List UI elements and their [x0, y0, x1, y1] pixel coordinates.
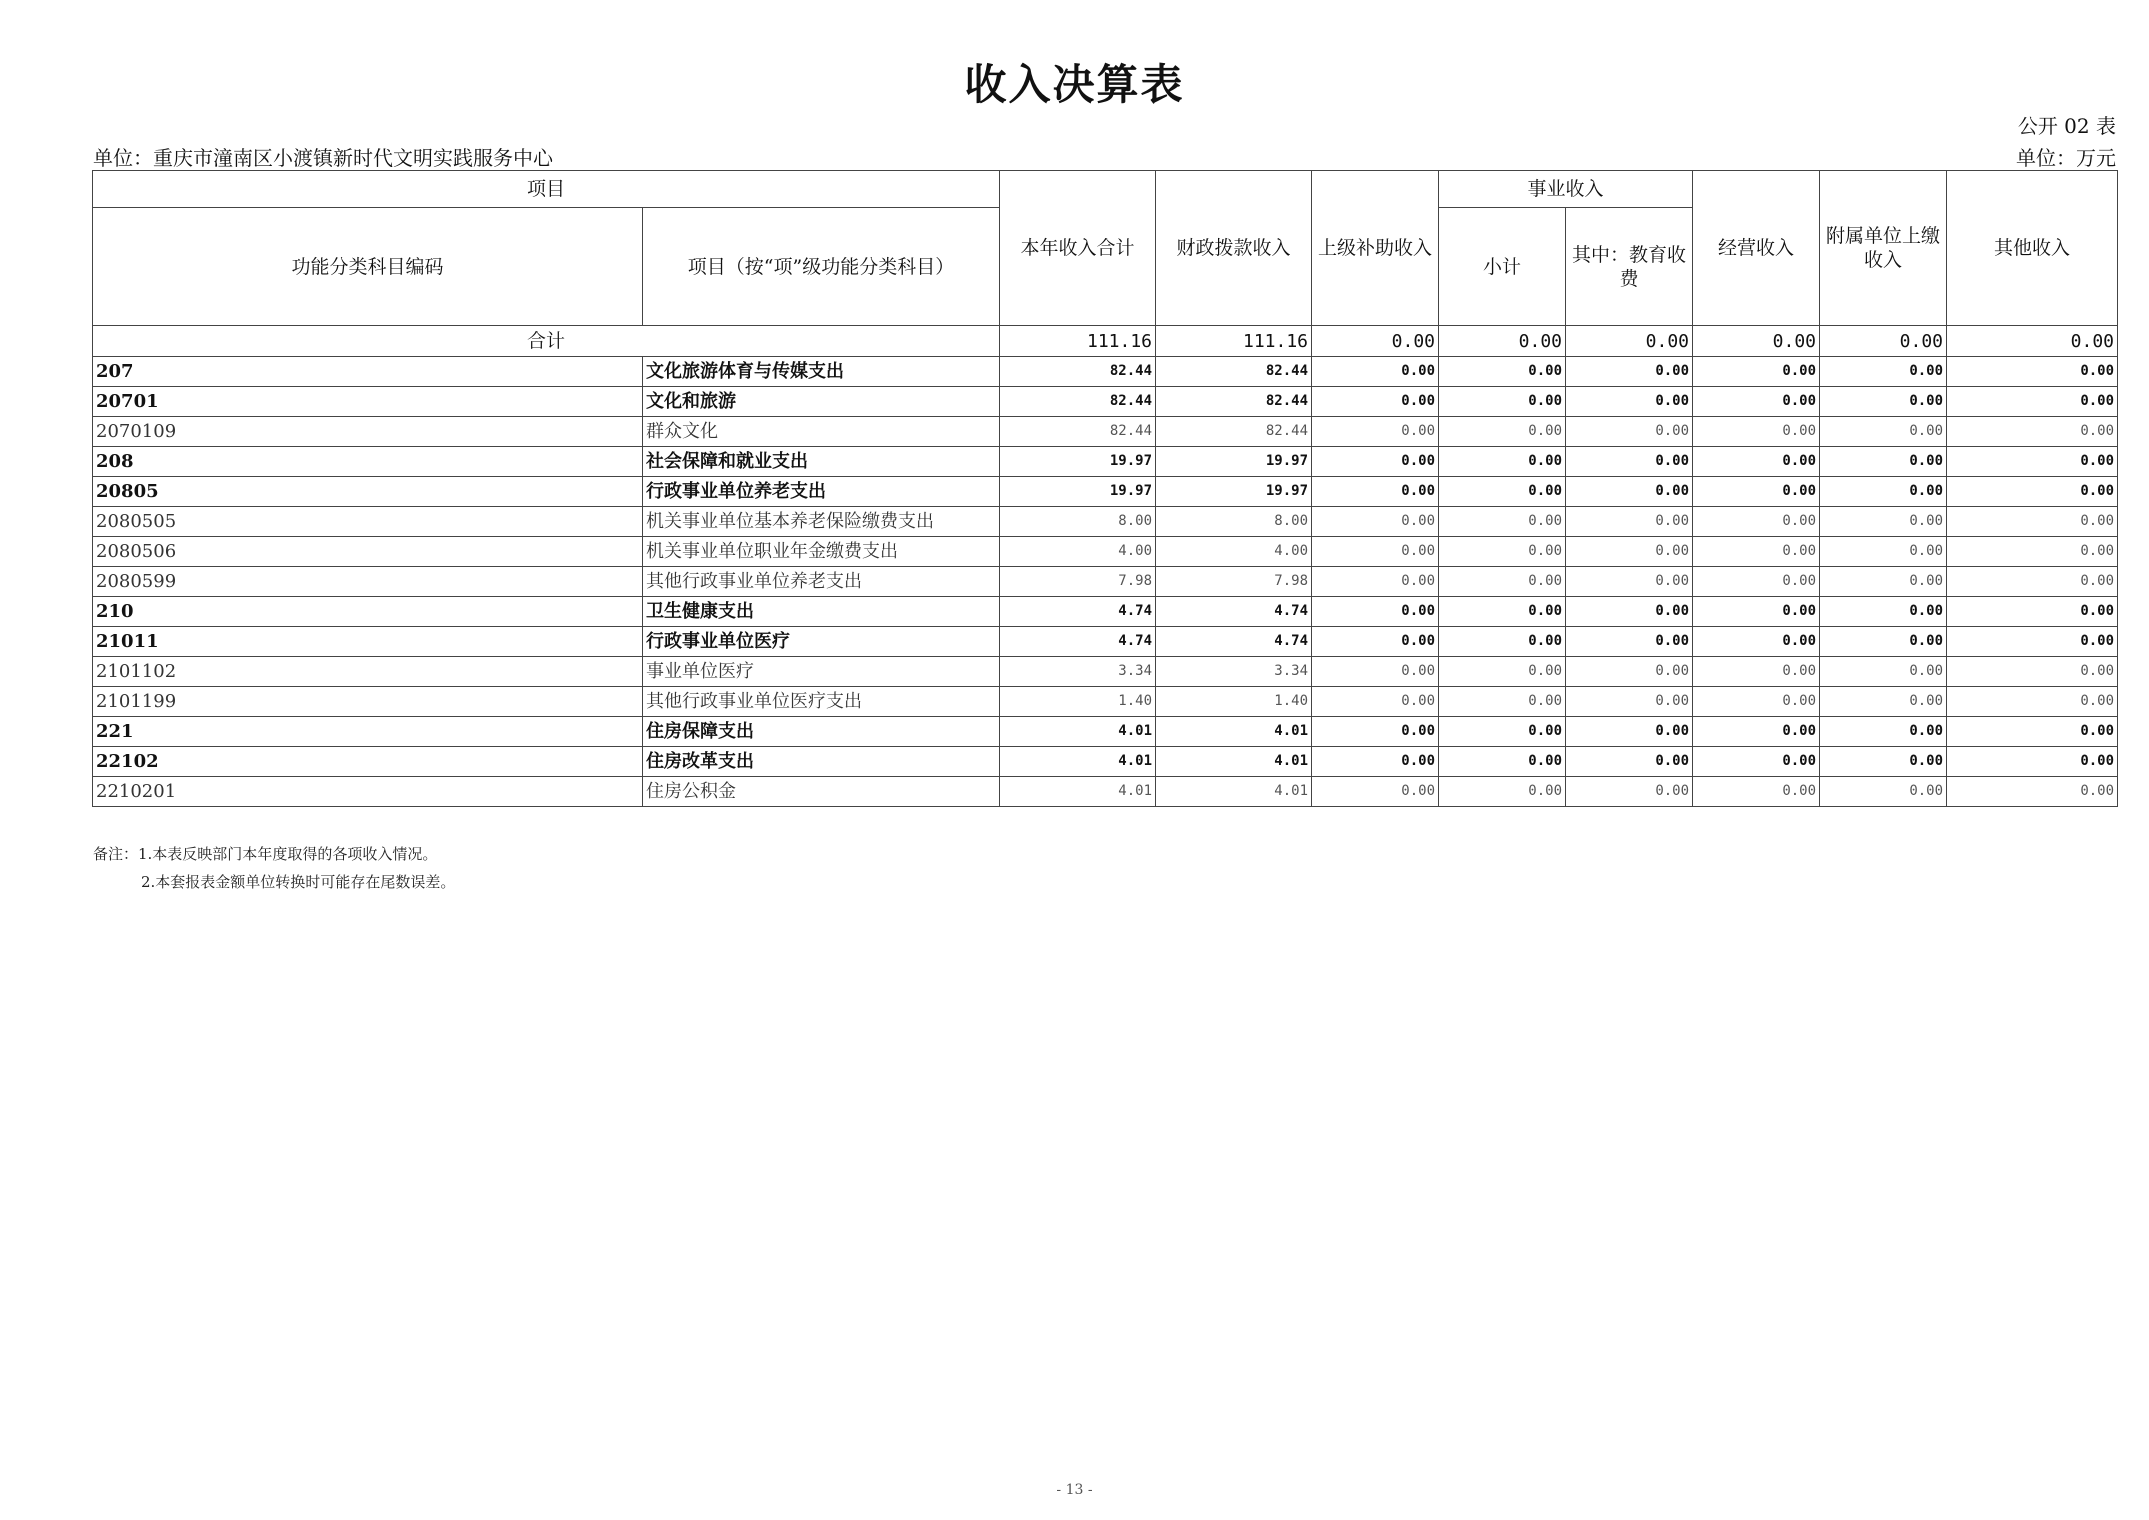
amount-cell: 0.00 — [1439, 777, 1566, 807]
amount-cell: 0.00 — [1312, 537, 1439, 567]
amount-cell: 0.00 — [1947, 747, 2118, 777]
amount-cell: 0.00 — [1312, 507, 1439, 537]
function-name-cell: 文化旅游体育与传媒支出 — [643, 357, 1000, 387]
amount-cell: 0.00 — [1693, 777, 1820, 807]
amount-cell: 0.00 — [1439, 717, 1566, 747]
header-superior-subsidy: 上级补助收入 — [1312, 171, 1439, 326]
amount-cell: 0.00 — [1439, 657, 1566, 687]
note-2: 2.本套报表金额单位转换时可能存在尾数误差。 — [141, 873, 456, 891]
total-cell: 0.00 — [1312, 326, 1439, 357]
total-cell: 111.16 — [1156, 326, 1312, 357]
table-row — [93, 417, 2118, 447]
function-code-cell: 2101199 — [93, 687, 643, 717]
function-name-cell: 其他行政事业单位医疗支出 — [643, 687, 1000, 717]
amount-cell: 0.00 — [1693, 537, 1820, 567]
amount-cell: 0.00 — [1439, 357, 1566, 387]
amount-cell: 7.98 — [1000, 567, 1156, 597]
header-business-income: 事业收入 — [1439, 171, 1693, 208]
amount-cell: 0.00 — [1947, 597, 2118, 627]
function-name-cell: 住房公积金 — [643, 777, 1000, 807]
header-function-name: 项目（按“项”级功能分类科目） — [643, 208, 1000, 326]
amount-cell: 0.00 — [1439, 387, 1566, 417]
table-row — [93, 747, 2118, 777]
amount-cell: 0.00 — [1566, 687, 1693, 717]
amount-cell: 4.74 — [1156, 597, 1312, 627]
amount-cell: 0.00 — [1312, 717, 1439, 747]
function-code-cell: 20701 — [93, 387, 643, 417]
amount-cell: 0.00 — [1566, 537, 1693, 567]
amount-cell: 0.00 — [1947, 447, 2118, 477]
amount-cell: 0.00 — [1947, 567, 2118, 597]
amount-cell: 0.00 — [1312, 627, 1439, 657]
total-cell: 0.00 — [1820, 326, 1947, 357]
table-row — [93, 777, 2118, 807]
amount-cell: 3.34 — [1000, 657, 1156, 687]
amount-cell: 0.00 — [1947, 357, 2118, 387]
amount-cell: 0.00 — [1693, 477, 1820, 507]
table-row — [93, 537, 2118, 567]
amount-cell: 0.00 — [1947, 777, 2118, 807]
header-function-code: 功能分类科目编码 — [93, 208, 643, 326]
amount-cell: 7.98 — [1156, 567, 1312, 597]
amount-cell: 4.74 — [1156, 627, 1312, 657]
amount-cell: 0.00 — [1439, 627, 1566, 657]
amount-cell: 0.00 — [1312, 357, 1439, 387]
table-row — [93, 507, 2118, 537]
amount-cell: 0.00 — [1566, 477, 1693, 507]
function-code-cell: 210 — [93, 597, 643, 627]
note-1: 备注：1.本表反映部门本年度取得的各项收入情况。 — [93, 845, 438, 863]
amount-cell: 0.00 — [1947, 507, 2118, 537]
table-row — [93, 387, 2118, 417]
amount-cell: 0.00 — [1693, 597, 1820, 627]
amount-cell: 0.00 — [1439, 747, 1566, 777]
amount-cell: 0.00 — [1439, 507, 1566, 537]
amount-cell: 0.00 — [1820, 537, 1947, 567]
amount-cell: 82.44 — [1000, 417, 1156, 447]
amount-cell: 0.00 — [1820, 657, 1947, 687]
function-name-cell: 文化和旅游 — [643, 387, 1000, 417]
amount-cell: 19.97 — [1000, 477, 1156, 507]
form-number: 公开 02 表 — [2017, 114, 2116, 138]
table-row — [93, 357, 2118, 387]
function-code-cell: 2080599 — [93, 567, 643, 597]
amount-cell: 0.00 — [1820, 357, 1947, 387]
amount-cell: 0.00 — [1947, 417, 2118, 447]
income-final-accounts-table — [92, 170, 2118, 807]
amount-cell: 0.00 — [1439, 417, 1566, 447]
amount-cell: 0.00 — [1566, 357, 1693, 387]
amount-cell: 0.00 — [1312, 687, 1439, 717]
header-subtotal: 小计 — [1439, 208, 1566, 326]
amount-cell: 0.00 — [1312, 657, 1439, 687]
amount-cell: 0.00 — [1820, 747, 1947, 777]
amount-cell: 0.00 — [1566, 777, 1693, 807]
amount-cell: 0.00 — [1693, 747, 1820, 777]
function-name-cell: 住房改革支出 — [643, 747, 1000, 777]
amount-cell: 0.00 — [1820, 447, 1947, 477]
amount-cell: 0.00 — [1947, 387, 2118, 417]
amount-cell: 0.00 — [1566, 657, 1693, 687]
amount-cell: 82.44 — [1156, 417, 1312, 447]
amount-cell: 0.00 — [1312, 747, 1439, 777]
function-name-cell: 群众文化 — [643, 417, 1000, 447]
amount-cell: 4.00 — [1156, 537, 1312, 567]
amount-cell: 19.97 — [1000, 447, 1156, 477]
amount-cell: 0.00 — [1566, 447, 1693, 477]
header-other-income: 其他收入 — [1947, 171, 2118, 326]
function-name-cell: 卫生健康支出 — [643, 597, 1000, 627]
amount-cell: 0.00 — [1947, 687, 2118, 717]
amount-cell: 0.00 — [1693, 357, 1820, 387]
function-name-cell: 其他行政事业单位养老支出 — [643, 567, 1000, 597]
amount-cell: 4.01 — [1156, 717, 1312, 747]
amount-cell: 0.00 — [1820, 687, 1947, 717]
amount-cell: 0.00 — [1439, 597, 1566, 627]
header-operating-income: 经营收入 — [1693, 171, 1820, 326]
function-name-cell: 行政事业单位医疗 — [643, 627, 1000, 657]
header-affiliated-unit-income: 附属单位上缴收入 — [1820, 171, 1947, 326]
amount-cell: 4.01 — [1156, 747, 1312, 777]
amount-cell: 0.00 — [1312, 597, 1439, 627]
amount-cell: 8.00 — [1000, 507, 1156, 537]
amount-cell: 0.00 — [1947, 537, 2118, 567]
function-code-cell: 22102 — [93, 747, 643, 777]
function-name-cell: 行政事业单位养老支出 — [643, 477, 1000, 507]
amount-cell: 0.00 — [1312, 417, 1439, 447]
amount-cell: 0.00 — [1820, 567, 1947, 597]
amount-cell: 0.00 — [1566, 627, 1693, 657]
amount-cell: 4.00 — [1000, 537, 1156, 567]
function-code-cell: 2080506 — [93, 537, 643, 567]
amount-cell: 0.00 — [1312, 477, 1439, 507]
function-code-cell: 2080505 — [93, 507, 643, 537]
amount-cell: 0.00 — [1312, 447, 1439, 477]
amount-cell: 0.00 — [1947, 627, 2118, 657]
amount-cell: 0.00 — [1947, 477, 2118, 507]
amount-cell: 0.00 — [1820, 627, 1947, 657]
amount-cell: 19.97 — [1156, 477, 1312, 507]
amount-cell: 0.00 — [1693, 447, 1820, 477]
amount-cell: 0.00 — [1693, 627, 1820, 657]
total-cell: 0.00 — [1693, 326, 1820, 357]
amount-cell: 82.44 — [1156, 357, 1312, 387]
amount-cell: 0.00 — [1439, 567, 1566, 597]
amount-cell: 0.00 — [1947, 717, 2118, 747]
table-row — [93, 597, 2118, 627]
header-fiscal-appropriation: 财政拨款收入 — [1156, 171, 1312, 326]
amount-cell: 0.00 — [1693, 417, 1820, 447]
amount-cell: 1.40 — [1000, 687, 1156, 717]
header-education-fee: 其中：教育收费 — [1566, 208, 1693, 326]
function-name-cell: 社会保障和就业支出 — [643, 447, 1000, 477]
total-cell: 0.00 — [1947, 326, 2118, 357]
report-title: 收入决算表 — [964, 60, 1185, 109]
function-name-cell: 机关事业单位基本养老保险缴费支出 — [643, 507, 1000, 537]
amount-cell: 4.74 — [1000, 627, 1156, 657]
amount-cell: 0.00 — [1820, 387, 1947, 417]
amount-cell: 0.00 — [1693, 717, 1820, 747]
amount-cell: 0.00 — [1439, 537, 1566, 567]
amount-cell: 0.00 — [1439, 447, 1566, 477]
amount-cell: 0.00 — [1566, 567, 1693, 597]
function-code-cell: 21011 — [93, 627, 643, 657]
amount-cell: 1.40 — [1156, 687, 1312, 717]
table-body — [93, 326, 2118, 807]
amount-cell: 4.01 — [1000, 717, 1156, 747]
header-project: 项目 — [93, 171, 1000, 208]
amount-cell: 0.00 — [1820, 507, 1947, 537]
total-cell: 111.16 — [1000, 326, 1156, 357]
amount-cell: 82.44 — [1156, 387, 1312, 417]
currency-unit: 单位：万元 — [2016, 146, 2116, 170]
table-row — [93, 627, 2118, 657]
table-row — [93, 447, 2118, 477]
function-code-cell: 2210201 — [93, 777, 643, 807]
amount-cell: 0.00 — [1693, 567, 1820, 597]
function-code-cell: 2101102 — [93, 657, 643, 687]
header-total-income: 本年收入合计 — [1000, 171, 1156, 326]
amount-cell: 0.00 — [1693, 387, 1820, 417]
amount-cell: 0.00 — [1566, 717, 1693, 747]
amount-cell: 0.00 — [1820, 717, 1947, 747]
amount-cell: 3.34 — [1156, 657, 1312, 687]
amount-cell: 0.00 — [1820, 477, 1947, 507]
amount-cell: 0.00 — [1312, 567, 1439, 597]
amount-cell: 0.00 — [1947, 657, 2118, 687]
amount-cell: 0.00 — [1439, 687, 1566, 717]
amount-cell: 82.44 — [1000, 387, 1156, 417]
total-row — [93, 326, 2118, 357]
total-cell: 0.00 — [1439, 326, 1566, 357]
table-row — [93, 567, 2118, 597]
amount-cell: 0.00 — [1439, 477, 1566, 507]
amount-cell: 0.00 — [1693, 657, 1820, 687]
function-code-cell: 20805 — [93, 477, 643, 507]
amount-cell: 8.00 — [1156, 507, 1312, 537]
table-row — [93, 657, 2118, 687]
function-code-cell: 208 — [93, 447, 643, 477]
amount-cell: 19.97 — [1156, 447, 1312, 477]
amount-cell: 4.01 — [1156, 777, 1312, 807]
total-cell: 0.00 — [1566, 326, 1693, 357]
amount-cell: 4.01 — [1000, 777, 1156, 807]
amount-cell: 0.00 — [1693, 687, 1820, 717]
function-name-cell: 住房保障支出 — [643, 717, 1000, 747]
amount-cell: 0.00 — [1312, 387, 1439, 417]
table-row — [93, 717, 2118, 747]
reporting-unit: 单位：重庆市潼南区小渡镇新时代文明实践服务中心 — [93, 146, 553, 170]
function-name-cell: 事业单位医疗 — [643, 657, 1000, 687]
amount-cell: 0.00 — [1693, 507, 1820, 537]
table-row — [93, 687, 2118, 717]
amount-cell: 4.74 — [1000, 597, 1156, 627]
amount-cell: 0.00 — [1566, 417, 1693, 447]
function-code-cell: 207 — [93, 357, 643, 387]
function-name-cell: 机关事业单位职业年金缴费支出 — [643, 537, 1000, 567]
amount-cell: 82.44 — [1000, 357, 1156, 387]
function-code-cell: 221 — [93, 717, 643, 747]
total-label: 合计 — [93, 326, 1000, 357]
amount-cell: 0.00 — [1566, 597, 1693, 627]
amount-cell: 0.00 — [1820, 777, 1947, 807]
amount-cell: 4.01 — [1000, 747, 1156, 777]
page-number: - 13 - — [1056, 1482, 1093, 1498]
table-row — [93, 477, 2118, 507]
amount-cell: 0.00 — [1566, 747, 1693, 777]
amount-cell: 0.00 — [1820, 417, 1947, 447]
function-code-cell: 2070109 — [93, 417, 643, 447]
amount-cell: 0.00 — [1566, 507, 1693, 537]
amount-cell: 0.00 — [1820, 597, 1947, 627]
notes — [93, 840, 455, 896]
amount-cell: 0.00 — [1312, 777, 1439, 807]
amount-cell: 0.00 — [1566, 387, 1693, 417]
